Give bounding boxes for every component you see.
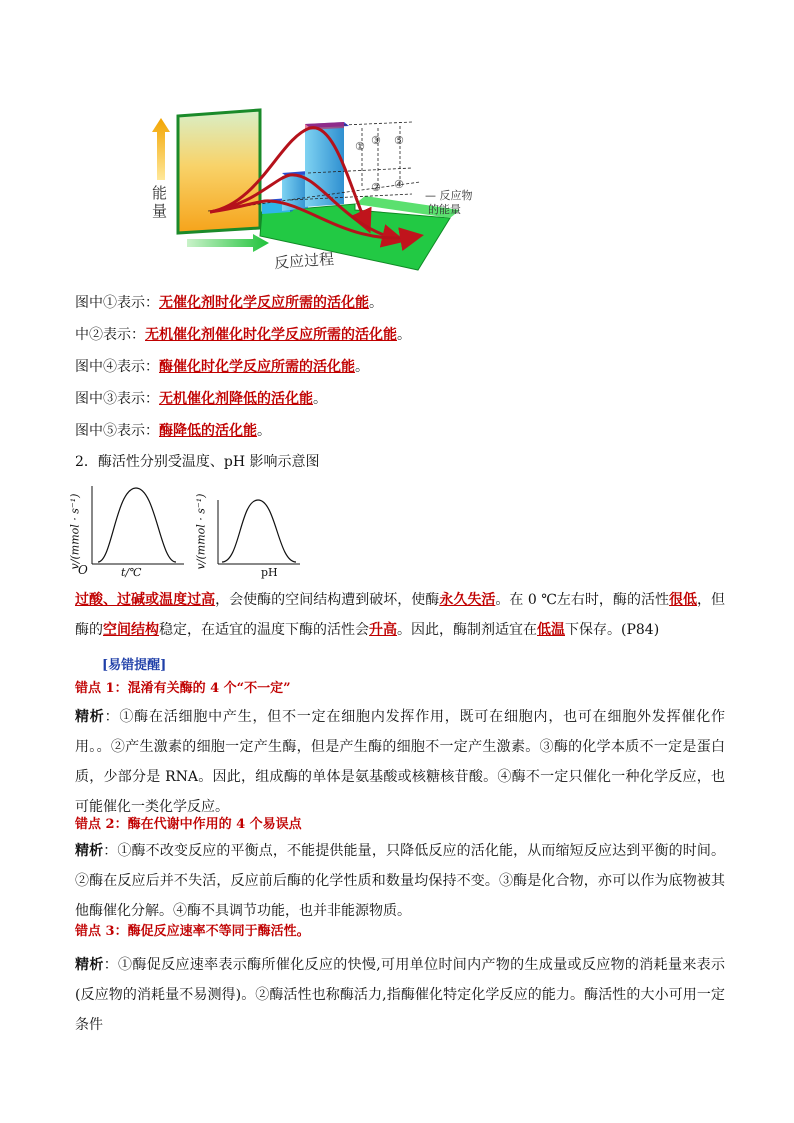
legend-suffix: 。 bbox=[257, 423, 271, 439]
error-3-title: 错点 3：酶促反应速率不等同于酶活性。 bbox=[75, 924, 310, 939]
left-graph-y-label: v/(mmol · s⁻¹) bbox=[68, 493, 82, 570]
legend-answer: 酶催化时化学反应所需的活化能 bbox=[159, 359, 355, 375]
marker-1: ① bbox=[355, 140, 365, 153]
legend-prefix: 图中①表示： bbox=[75, 295, 159, 311]
reactant-energy-label: — 反应物 的能量 bbox=[425, 189, 473, 216]
para-text: 稳定，在适宜的温度下酶的活性会 bbox=[159, 622, 369, 638]
left-graph-origin: O bbox=[78, 563, 88, 577]
analysis-label: 精析 bbox=[75, 957, 104, 973]
legend-answer: 无催化剂时化学反应所需的活化能 bbox=[159, 295, 369, 311]
legend-line-1 bbox=[75, 294, 383, 312]
analysis-label: 精析 bbox=[75, 843, 104, 859]
marker-2: ② bbox=[371, 181, 381, 194]
energy-axis-arrow bbox=[152, 118, 170, 180]
legend-answer: 无机催化剂降低的活化能 bbox=[159, 391, 313, 407]
error-3-body bbox=[75, 950, 725, 1040]
para-highlight: 空间结构 bbox=[103, 622, 159, 638]
legend-suffix: 。 bbox=[313, 391, 327, 407]
reaction-axis-arrow bbox=[187, 234, 269, 252]
legend-line-5 bbox=[75, 422, 271, 440]
marker-4: ④ bbox=[394, 178, 404, 191]
reaction-axis-label: 反应过程 bbox=[273, 249, 335, 273]
left-graph-x-label: t/℃ bbox=[121, 566, 142, 579]
tip-heading: [易错提醒] bbox=[102, 658, 167, 673]
reactant-label-line2: 的能量 bbox=[428, 203, 461, 216]
reactant-label-line1: 反应物 bbox=[439, 189, 473, 202]
para-highlight: 过酸、过碱或温度过高 bbox=[75, 592, 216, 608]
para-highlight: 很低 bbox=[668, 592, 698, 608]
legend-prefix: 图中④表示： bbox=[75, 359, 159, 375]
para-text: ，但酶的 bbox=[75, 592, 726, 638]
analysis-text: ：①酶促反应速率表示酶所催化反应的快慢,可用单位时间内产物的生成量或反应物的消耗量来表示(反应物的消耗量不易测得)。②酶活性也称酶活力,指酶催化特定化学反应的能力。酶活性的大小可用一定条件 bbox=[75, 957, 726, 1033]
para-text: 。在 0 ℃左右时，酶的活性 bbox=[495, 592, 669, 608]
legend-prefix: 图中③表示： bbox=[75, 391, 159, 407]
section2-heading: 2．酶活性分别受温度、pH 影响示意图 bbox=[75, 454, 320, 470]
marker-3: ③ bbox=[371, 134, 381, 147]
legend-answer: 无机催化剂催化时化学反应所需的活化能 bbox=[145, 327, 397, 343]
legend-prefix: 图中⑤表示： bbox=[75, 423, 159, 439]
energy-axis-label: 能量 bbox=[152, 184, 168, 220]
legend-suffix: 。 bbox=[369, 295, 383, 311]
legend-line-3 bbox=[75, 358, 369, 376]
error-1-title: 错点 1：混淆有关酶的 4 个“不一定” bbox=[75, 681, 291, 696]
analysis-text: ：①酶不改变反应的平衡点，不能提供能量，只降低反应的活化能，从而缩短反应达到平衡的时间。②酶在反应后并不失活，反应前后酶的化学性质和数量均保持不变。③酶是化合物，亦可以作为底物被其他酶催化分解。④酶不具调节功能，也并非能源物质。 bbox=[75, 843, 726, 919]
error-2-title: 错点 2：酶在代谢中作用的 4 个易误点 bbox=[75, 817, 302, 832]
analysis-text: ：①酶在活细胞中产生，但不一定在细胞内发挥作用，既可在细胞内，也可在细胞外发挥催化作用。。②产生激素的细胞一定产生酶，但是产生酶的细胞不一定产生激素。③酶的化学本质不一定是蛋白质，少部分是 RNA。因此，组成酶的单体是氨基酸或核糖核苷酸。④酶不一定只催化一种化学反应，也可能催化一类化学反应。 bbox=[75, 709, 726, 815]
para-highlight: 升高 bbox=[369, 622, 397, 638]
para-text: ，会使酶的空间结构遭到破坏，使酶 bbox=[215, 592, 440, 608]
right-graph-y-label: v/(mmol · s⁻¹) bbox=[194, 493, 208, 570]
error-2-body bbox=[75, 836, 725, 926]
error-1-body bbox=[75, 702, 725, 822]
para-highlight: 永久失活 bbox=[439, 592, 496, 608]
marker-5: ⑤ bbox=[394, 134, 404, 147]
para-highlight: 低温 bbox=[537, 622, 565, 638]
para-text: 下保存。(P84) bbox=[565, 622, 660, 638]
legend-line-4 bbox=[75, 390, 327, 408]
enzyme-activity-paragraph bbox=[75, 585, 725, 645]
legend-suffix: 。 bbox=[397, 327, 411, 343]
para-text: 。因此，酶制剂适宜在 bbox=[397, 622, 537, 638]
legend-answer: 酶降低的活化能 bbox=[159, 423, 257, 439]
legend-line-2 bbox=[75, 326, 411, 344]
legend-suffix: 。 bbox=[355, 359, 369, 375]
analysis-label: 精析 bbox=[75, 709, 105, 725]
right-graph-x-label: pH bbox=[261, 566, 278, 579]
legend-prefix: 中②表示： bbox=[75, 327, 145, 343]
